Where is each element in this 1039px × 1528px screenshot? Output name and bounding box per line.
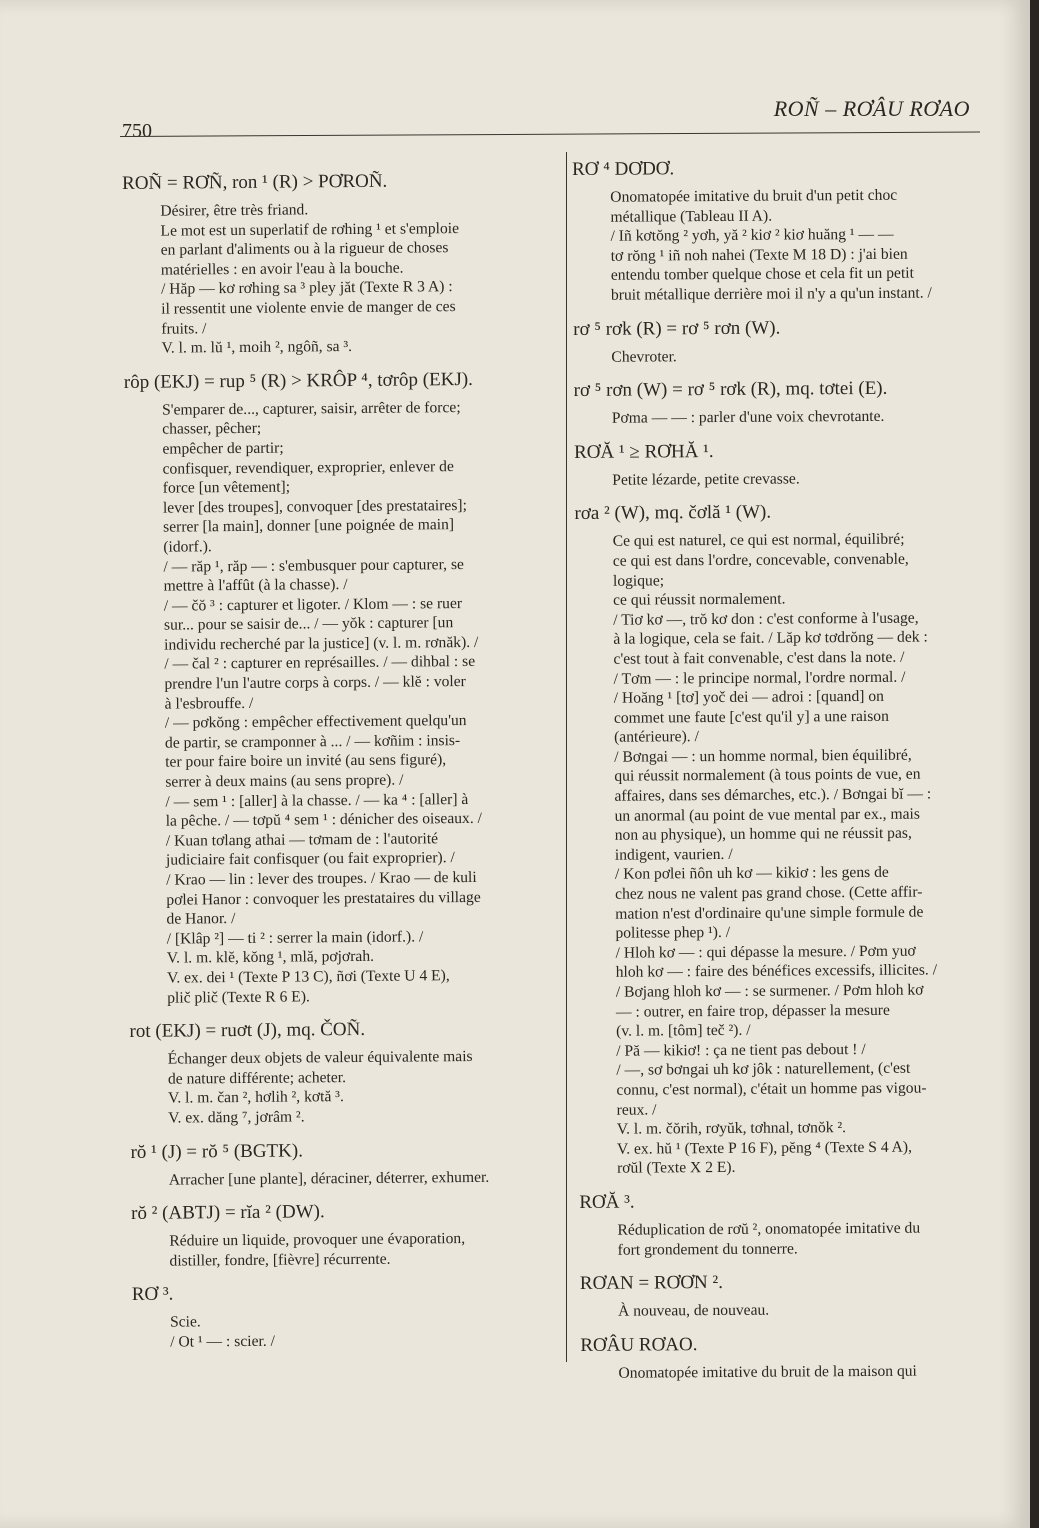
page-number: 750: [122, 120, 152, 142]
definition-line: — : outrer, en faire trop, dépasser la mesure: [615, 1001, 890, 1021]
entry-headword: rơ ⁵ rơn (W) = rơ ⁵ rơk (R), mq. tơtei (E).: [573, 377, 888, 402]
definition-line: (antérieure). /: [613, 728, 699, 747]
dictionary-entry: [130, 1137, 550, 1190]
definition-line: hloh kơ — : faire des bénéfices excessifs, illicites. /: [615, 961, 938, 982]
definition-line: / Kuan tơlang athai — tơmam de : l'autorité: [165, 830, 439, 850]
dictionary-entry: [572, 155, 979, 305]
entry-headword: ROÑ = RƠÑ, ron ¹ (R) > PƠROÑ.: [122, 170, 388, 194]
definition-line: / Hloh kơ — : qui dépasse la mesure. / Pơm yuơ: [615, 942, 916, 962]
entry-headword: rot (EKJ) = ruơt (J), mq. ČOÑ.: [129, 1019, 366, 1043]
dictionary-entry: [574, 438, 980, 490]
definition-line: logique;: [612, 571, 665, 590]
definition-line: (idorf.).: [163, 538, 212, 556]
entry-headword: RƠĂ ³.: [579, 1191, 635, 1213]
definition-line: mation n'est d'ordinaire qu'une simple formule de: [615, 903, 924, 923]
definition-line: judiciaire fait confisquer (ou fait exproprier). /: [165, 849, 455, 870]
definition-line: lever [des troupes], convoquer [des prestataires];: [162, 496, 467, 517]
definition-line: / Kon pơlei ñôn uh kơ — kikiơ : les gens de: [614, 864, 889, 884]
definition-line: serrer [la main], donner [une poignée de main]: [163, 516, 455, 536]
definition-line: S'emparer de..., capturer, saisir, arrêter de force;: [162, 398, 461, 419]
definition-line: / Krao — lin : lever des troupes. / Krao — de kuli: [166, 868, 477, 889]
definition-line: plič plič (Texte R 6 E).: [167, 987, 310, 1007]
definition-line: Chevroter.: [611, 347, 677, 366]
definition-line: Le mot est un superlatif de rơhing ¹ et s'emploie: [160, 219, 460, 240]
definition-line: de nature différente; acheter.: [167, 1068, 347, 1088]
definition-line: bruit métallique derrière moi il n'y a qu'un instant. /: [610, 284, 932, 304]
entry-definition: [124, 397, 549, 1008]
definition-line: / Hoăng ¹ [tơ] yoč dei — adroi : [quand] on: [613, 687, 884, 707]
definition-line: Échanger deux objets de valeur équivalente mais: [167, 1048, 473, 1068]
definition-line: matérielles : en avoir l'eau à la bouche.: [160, 259, 404, 279]
definition-line: / — sem ¹ : [aller] à la chasse. / — ka ⁴ : [aller] à: [165, 790, 469, 811]
definition-line: / Tiơ kơ —, trŏ kơ don : c'est conforme à l'usage,: [613, 609, 919, 629]
definition-line: indigent, vaurien. /: [614, 845, 733, 864]
running-head: ROÑ – RƠÂU RƠAO: [773, 96, 970, 121]
entry-definition: [575, 530, 986, 1179]
dictionary-entry: [131, 1198, 552, 1271]
definition-line: V. l. m. čan ², hơlih ², kơtă ³.: [168, 1088, 344, 1107]
definition-line: individu recherché par la justice] (v. l. m. rơnăk). /: [164, 633, 479, 654]
definition-line: / — čal ² : capturer en représailles. / — dihbal : se: [164, 653, 476, 674]
definition-line: la pêche. / — tơpŭ ⁴ sem ¹ : dénicher des oiseaux. /: [165, 810, 483, 830]
right-column: [572, 155, 987, 1395]
definition-line: À nouveau, de nouveau.: [617, 1301, 770, 1320]
dictionary-entry: [580, 1269, 986, 1321]
definition-line: reux. /: [616, 1100, 657, 1119]
dictionary-entry: [132, 1280, 553, 1353]
definition-line: à la logique, cela se fait. / Lăp kơ tơdrŏng — dek :: [613, 628, 928, 649]
definition-line: non au physique), un homme qui ne réussit pas,: [614, 824, 912, 844]
definition-line: Désirer, être très friand.: [160, 201, 309, 220]
dictionary-entry: [574, 500, 985, 1179]
definition-line: V. ex. dăng ⁷, jơrâm ².: [168, 1108, 305, 1127]
definition-line: / Bơngai — : un homme normal, bien équilibré,: [614, 746, 912, 766]
definition-line: entendu tomber quelque chose et cela fit un petit: [610, 264, 914, 285]
entry-headword: RƠ ³.: [131, 1283, 174, 1306]
definition-line: qui réussit normalement (à tous points de vue, en: [614, 766, 921, 786]
definition-line: politesse phep ¹). /: [615, 924, 731, 942]
definition-line: Petite lézarde, petite crevasse.: [612, 470, 800, 489]
column-divider: [566, 152, 567, 1362]
definition-line: V. l. m. lŭ ¹, moih ², ngôñ, sa ³.: [161, 338, 353, 357]
entry-definition: [131, 1228, 551, 1271]
definition-line: connu, c'est normal), c'était un homme pas vigou-: [616, 1079, 927, 1099]
definition-line: fort grondement du tonnerre.: [617, 1239, 798, 1259]
entry-definition: [131, 1167, 551, 1190]
dictionary-entry: [574, 376, 980, 428]
definition-line: confisquer, revendiquer, exproprier, enlever de: [162, 457, 454, 478]
definition-line: chez nous ne valent pas grand chose. (Cette affir-: [615, 883, 923, 903]
definition-line: fruits. /: [161, 319, 207, 338]
definition-line: de Hanor. /: [166, 910, 236, 928]
dictionary-entry: [129, 1016, 550, 1128]
entry-definition: [574, 406, 980, 428]
entry-definition: [573, 345, 979, 367]
definition-line: c'est tout à fait convenable, c'est dans la note. /: [613, 648, 905, 668]
entry-headword: rơa ² (W), mq. čơlă ¹ (W).: [574, 501, 772, 525]
entry-definition: [574, 468, 980, 490]
definition-line: V. ex. hŭ ¹ (Texte P 16 F), pĕng ⁴ (Texte S 4 A),: [616, 1138, 913, 1158]
definition-line: ter pour faire boire un invité (au sens figuré),: [165, 751, 447, 772]
entry-headword: RƠĂ ¹ ≥ RƠHĂ ¹.: [573, 440, 714, 463]
entry-definition: [122, 198, 543, 358]
definition-line: Arracher [une plante], déraciner, déterrer, exhumer.: [168, 1168, 490, 1189]
entry-definition: [579, 1218, 985, 1260]
left-column: [122, 168, 552, 1364]
definition-line: / Pă — kikiơ! : ça ne tient pas debout ! /: [616, 1040, 866, 1060]
dictionary-entry: [580, 1331, 986, 1383]
definition-line: Ce qui est naturel, ce qui est normal, équilibré;: [612, 531, 905, 551]
definition-line: V. ex. dei ¹ (Texte P 13 C), ñơi (Texte U 4 E),: [166, 967, 450, 987]
definition-line: Scie.: [169, 1313, 201, 1331]
definition-line: distiller, fondre, [fièvre] récurrente.: [169, 1250, 391, 1270]
definition-line: / —, sơ bơngai uh kơ jôk : naturellement, (c'est: [616, 1060, 911, 1080]
definition-line: / [Klâp ²] — ti ² : serrer la main (idorf.). /: [166, 928, 424, 948]
entry-headword: RƠ ⁴ DƠDƠ.: [572, 158, 675, 180]
dictionary-entry: [124, 367, 550, 1008]
definition-line: ce qui est dans l'ordre, concevable, convenable,: [612, 550, 909, 570]
definition-line: empêcher de partir;: [162, 439, 284, 458]
entry-definition: [580, 1361, 986, 1383]
definition-line: à l'esbrouffe. /: [164, 694, 254, 713]
definition-line: / Hăp — kơ rơhing sa ³ pley jăt (Texte R 3 A) :: [160, 278, 453, 299]
definition-line: de partir, se cramponner à ... / — kơñim : insis-: [164, 731, 461, 752]
entry-definition: [580, 1299, 986, 1321]
entry-definition: [572, 185, 979, 305]
definition-line: chasser, pêcher;: [162, 420, 262, 439]
definition-line: en parlant d'aliments ou à la rigueur de choses: [160, 239, 449, 259]
definition-line: mettre à l'affût (à la chasse). /: [163, 576, 348, 595]
definition-line: / — čŏ ³ : capturer et ligoter. / Klom — : se ruer: [163, 594, 463, 615]
definition-line: commet une faute [c'est qu'il y] a une raison: [613, 707, 889, 727]
definition-line: prendre l'un l'autre corps à corps. / — klĕ : voler: [164, 673, 466, 693]
dictionary-entry: [122, 168, 544, 358]
definition-line: V. l. m. čŏrih, rơyŭk, tơhnal, tơnŏk ².: [616, 1119, 847, 1138]
definition-line: force [un vêtement];: [162, 478, 291, 497]
definition-line: ce qui réussit normalement.: [613, 590, 786, 609]
dictionary-entry: [579, 1188, 985, 1260]
entry-definition: [130, 1046, 551, 1128]
definition-line: / Tơm — : le principe normal, l'ordre normal. /: [613, 668, 906, 688]
definition-line: pơlei Hanor : convoquer les prestataires du village: [166, 888, 481, 909]
entry-headword: rŏ ¹ (J) = rŏ ⁵ (BGTK).: [130, 1139, 304, 1163]
entry-definition: [132, 1310, 552, 1353]
definition-line: tơ rŏng ¹ iñ noh nahei (Texte M 18 D) : j'ai bien: [610, 245, 908, 265]
definition-line: / — răp ¹, răp — : s'embusquer pour capturer, se: [163, 555, 464, 576]
definition-line: sur... pour se saisir de... / — yŏk : capturer [un: [163, 614, 454, 634]
definition-line: Réduplication de rơŭ ², onomatopée imitative du: [617, 1219, 921, 1239]
definition-line: (v. l. m. [tôm] teč ²). /: [616, 1021, 751, 1040]
definition-line: métallique (Tableau II A).: [610, 207, 773, 226]
definition-line: / Iñ kơtŏng ² yơh, yă ² kiơ ² kiơ huăng ¹ — —: [610, 225, 894, 245]
definition-line: serrer à deux mains (au sens propre). /: [165, 771, 404, 791]
definition-line: rơŭl (Texte X 2 E).: [616, 1159, 736, 1178]
definition-line: / Bơjang hloh kơ — : se surmener. / Pơm hloh kơ: [615, 981, 924, 1001]
definition-line: / Ot ¹ — : scier. /: [170, 1332, 276, 1351]
definition-line: Onomatopée imitative du bruit de la maison qui: [618, 1362, 917, 1382]
definition-line: il ressentit une violente envie de manger de ces: [161, 298, 456, 318]
definition-line: Onomatopée imitative du bruit d'un petit choc: [610, 186, 898, 206]
dictionary-entry: [573, 315, 979, 367]
definition-line: affaires, dans ses démarches, etc.). / Bơngai bĭ — :: [614, 785, 932, 805]
definition-line: Pơma — — : parler d'une voix chevrotante.: [611, 407, 885, 427]
entry-headword: RƠAN = RƠƠN ².: [579, 1272, 724, 1295]
header-rule: [120, 131, 980, 137]
entry-headword: rôp (EKJ) = rup ⁵ (R) > KRÔP ⁴, tơrôp (EKJ).: [123, 368, 473, 393]
entry-headword: rŏ ² (ABTJ) = rĭa ² (DW).: [130, 1201, 325, 1225]
definition-line: Réduire un liquide, provoquer une évaporation,: [169, 1230, 466, 1250]
entry-headword: RƠÂU RƠAO.: [580, 1333, 698, 1356]
entry-headword: rơ ⁵ rơk (R) = rơ ⁵ rơn (W).: [573, 317, 781, 340]
definition-line: un anormal (au point de vue mental par ex., mais: [614, 805, 920, 825]
definition-line: / — pơkŏng : empêcher effectivement quelqu'un: [164, 712, 467, 732]
definition-line: V. l. m. klĕ, kŏng ¹, mlă, pơjơrah.: [166, 948, 375, 968]
